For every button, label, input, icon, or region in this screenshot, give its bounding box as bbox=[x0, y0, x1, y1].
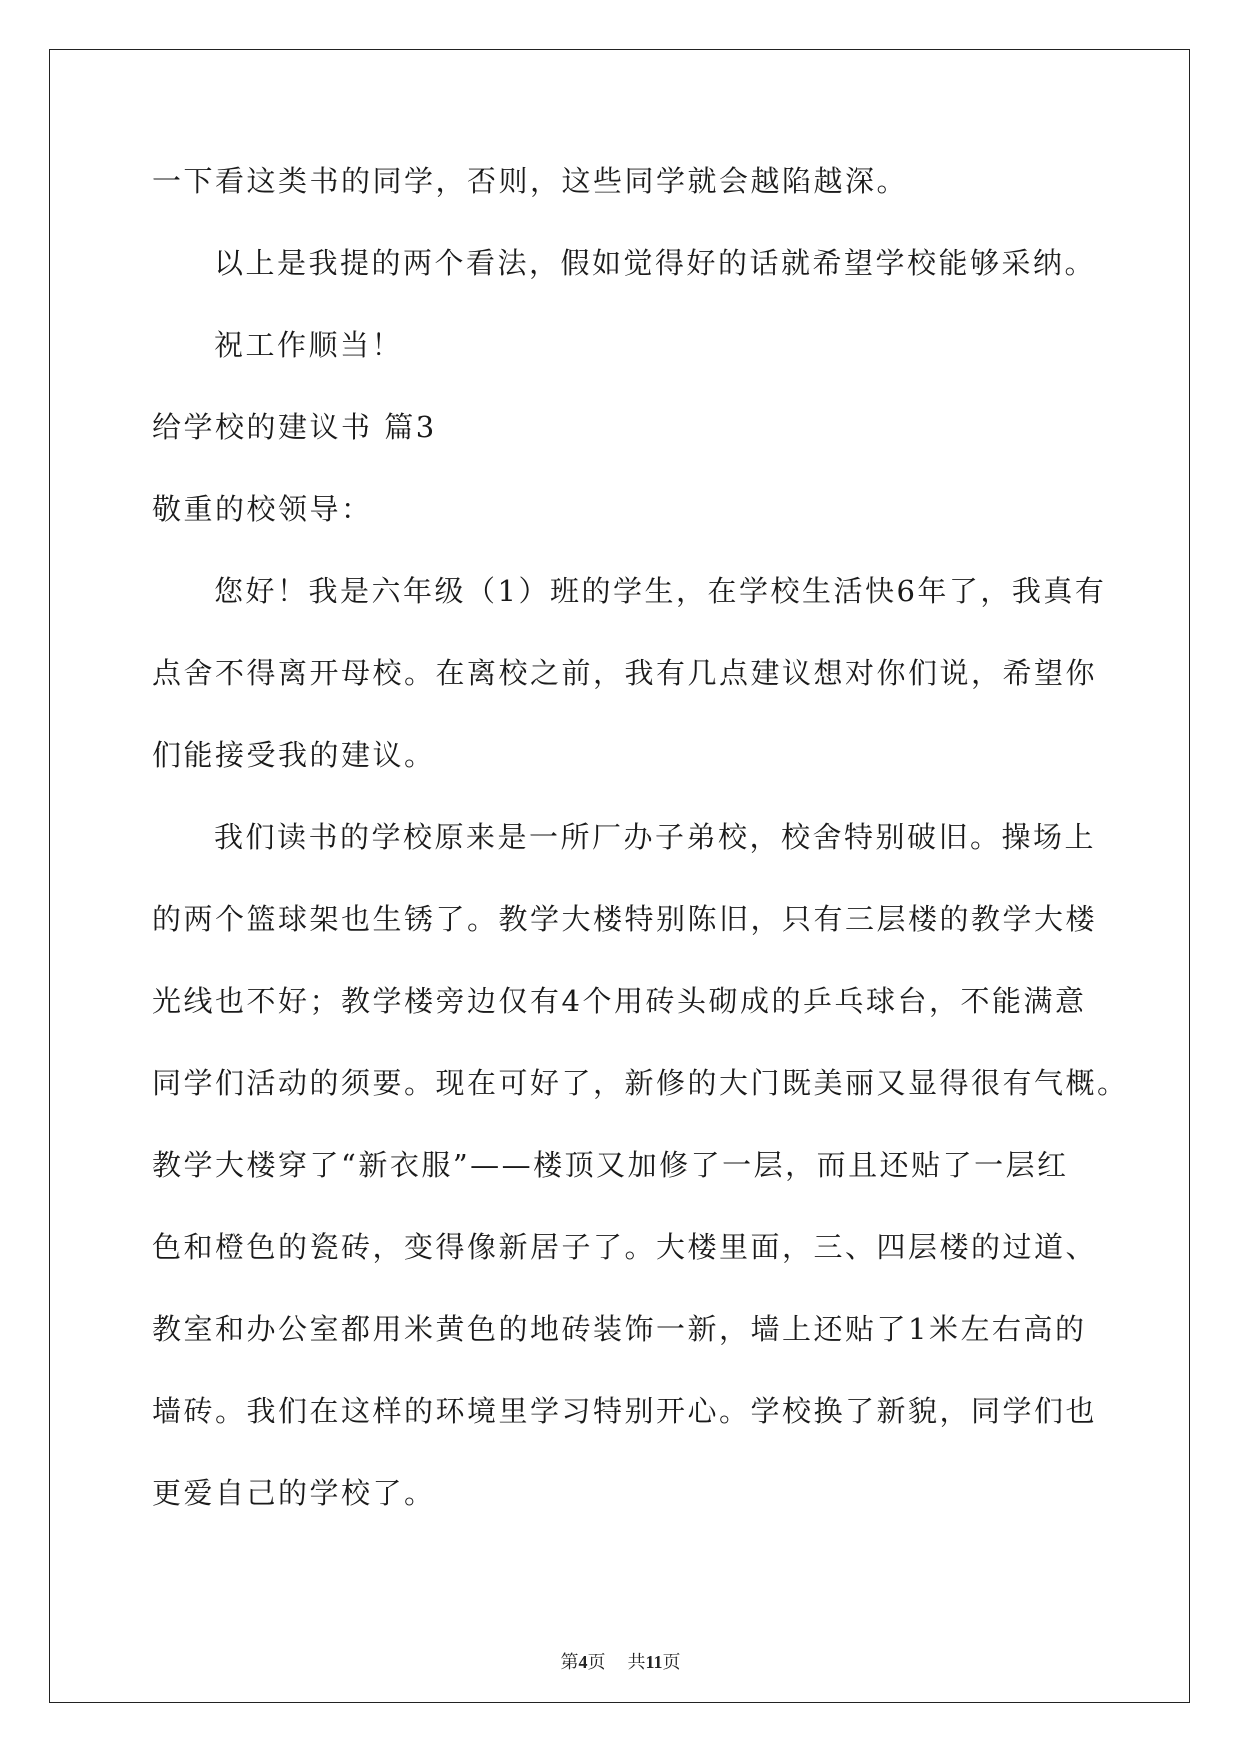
section-heading: 给学校的建议书 篇3 bbox=[152, 410, 437, 444]
document-body bbox=[152, 160, 1129, 1554]
paragraph-line: 我们读书的学校原来是一所厂办子弟校，校舍特别破旧。操场上 bbox=[214, 820, 1097, 854]
paragraph-line: 色和橙色的瓷砖，变得像新居子了。大楼里面，三、四层楼的过道、 bbox=[152, 1230, 1098, 1264]
footer-total-suffix: 页 bbox=[662, 1652, 681, 1672]
paragraph-line: 的两个篮球架也生锈了。教学大楼特别陈旧，只有三层楼的教学大楼 bbox=[152, 902, 1098, 936]
paragraph-line: 光线也不好；教学楼旁边仅有4个用砖头砌成的乒乓球台，不能满意 bbox=[152, 984, 1087, 1018]
page-footer bbox=[0, 1648, 1241, 1674]
paragraph-line: 更爱自己的学校了。 bbox=[152, 1476, 436, 1510]
paragraph-line: 们能接受我的建议。 bbox=[152, 738, 436, 772]
paragraph-line: 墙砖。我们在这样的环境里学习特别开心。学校换了新貌，同学们也 bbox=[152, 1394, 1098, 1428]
footer-prefix: 第 bbox=[560, 1652, 579, 1672]
paragraph-line: 同学们活动的须要。现在可好了，新修的大门既美丽又显得很有气概。 bbox=[152, 1066, 1129, 1100]
closing-greeting: 祝工作顺当！ bbox=[214, 328, 404, 362]
paragraph-line: 教学大楼穿了“新衣服”——楼顶又加修了一层，而且还贴了一层红 bbox=[152, 1148, 1069, 1182]
paragraph-line: 点舍不得离开母校。在离校之前，我有几点建议想对你们说，希望你 bbox=[152, 656, 1098, 690]
paragraph-line: 教室和办公室都用米黄色的地砖装饰一新，墙上还贴了1米左右高的 bbox=[152, 1312, 1087, 1346]
footer-page-suffix: 页 bbox=[587, 1652, 606, 1672]
paragraph-line: 以上是我提的两个看法，假如觉得好的话就希望学校能够采纳。 bbox=[214, 246, 1097, 280]
footer-total-prefix: 共 bbox=[627, 1652, 646, 1672]
salutation: 敬重的校领导： bbox=[152, 492, 373, 526]
total-page-count: 11 bbox=[645, 1652, 663, 1672]
paragraph-line: 一下看这类书的同学，否则，这些同学就会越陷越深。 bbox=[152, 164, 909, 198]
paragraph-line: 您好！我是六年级（1）班的学生，在学校生活快6年了，我真有 bbox=[214, 574, 1107, 608]
current-page-number: 4 bbox=[578, 1652, 588, 1672]
